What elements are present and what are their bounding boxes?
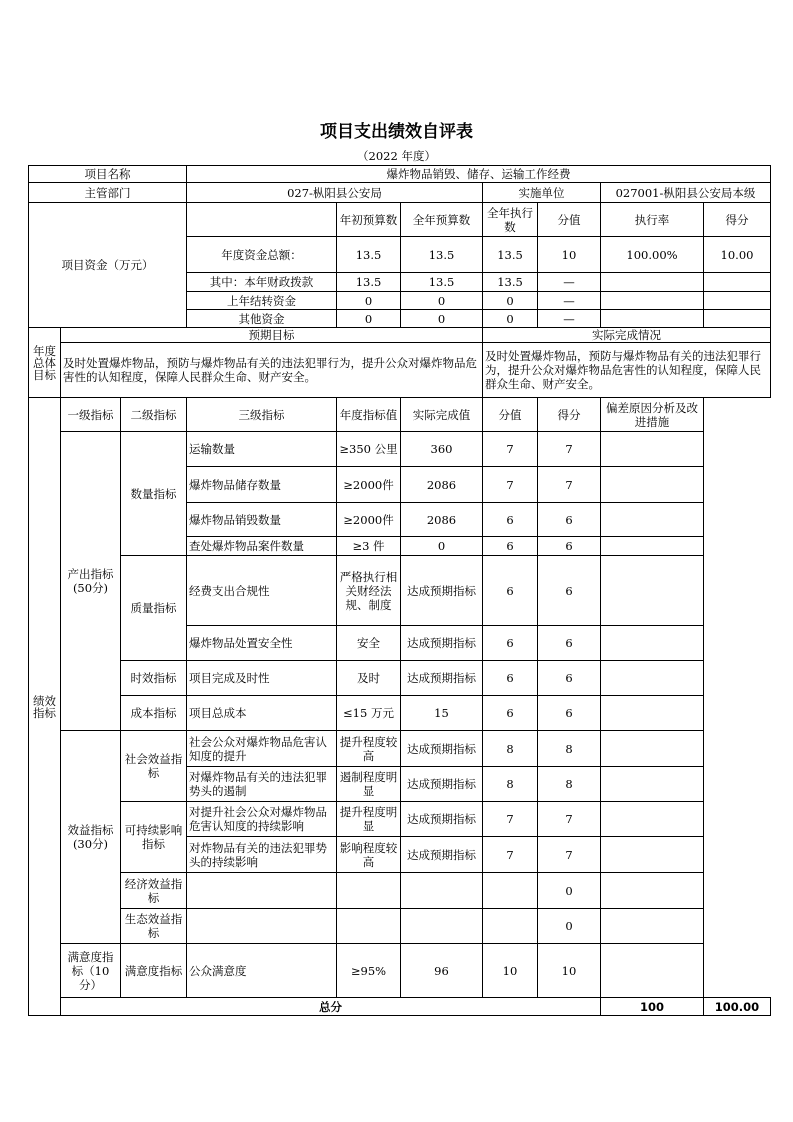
indicator-actual: 达成预期指标 [401,802,483,837]
indicator-deviation [601,467,704,503]
indicator-name: 公众满意度 [187,944,337,998]
funds-cell: 13.5 [337,273,401,292]
indicator-name [187,909,337,944]
indicator-name: 爆炸物品储存数量 [187,467,337,503]
indicator-header: 分值 [483,398,538,432]
indicator-name: 社会公众对爆炸物品危害认知度的提升 [187,731,337,767]
indicator-actual: 达成预期指标 [401,626,483,661]
funds-label: 项目资金（万元） [29,203,187,328]
indicator-score-value: 7 [483,802,538,837]
indicator-score: 7 [538,802,601,837]
indicator-name: 对炸物品有关的违法犯罪势头的持续影响 [187,837,337,873]
group-satisfaction: 满意度指标（10 分） [61,944,121,998]
sub-ecology: 生态效益指标 [121,909,187,944]
funds-header: 执行率 [601,203,704,237]
indicator-deviation [601,731,704,767]
impl-value: 027001-枞阳县公安局本级 [601,183,771,203]
funds-cell: — [538,310,601,328]
indicator-actual [401,909,483,944]
indicator-deviation [601,909,704,944]
indicator-header: 一级指标 [61,398,121,432]
dept-value: 027-枞阳县公安局 [187,183,483,203]
indicator-name: 对爆炸物品有关的违法犯罪势头的遏制 [187,767,337,802]
funds-cell: 10 [538,237,601,273]
sub-economic: 经济效益指标 [121,873,187,909]
indicator-deviation [601,661,704,696]
indicator-target [337,873,401,909]
indicator-score: 6 [538,696,601,731]
actual-result-label: 实际完成情况 [483,328,771,343]
indicator-score-value: 6 [483,537,538,556]
indicator-target: 影响程度较高 [337,837,401,873]
indicator-deviation [601,802,704,837]
indicator-score-value: 6 [483,626,538,661]
indicator-score-value: 7 [483,467,538,503]
indicator-actual: 0 [401,537,483,556]
indicator-score: 8 [538,731,601,767]
indicator-score: 6 [538,626,601,661]
page-title: 项目支出绩效自评表 [320,122,473,142]
indicator-score: 7 [538,432,601,467]
indicator-deviation [601,944,704,998]
indicator-target: 严格执行相关财经法规、制度 [337,556,401,626]
indicator-name: 项目总成本 [187,696,337,731]
funds-cell [601,273,704,292]
group-output: 产出指标(50分) [61,432,121,731]
indicator-score: 8 [538,767,601,802]
dept-label: 主管部门 [29,183,187,203]
indicator-name: 经费支出合规性 [187,556,337,626]
indicator-header: 二级指标 [121,398,187,432]
indicator-target: 提升程度明显 [337,802,401,837]
indicator-score-value [483,909,538,944]
indicator-deviation [601,696,704,731]
funds-row-name: 年度资金总额： [187,237,337,273]
funds-header: 全年预算数 [401,203,483,237]
indicator-target: ≥95% [337,944,401,998]
indicator-actual: 360 [401,432,483,467]
indicator-deviation [601,537,704,556]
indicator-score: 6 [538,503,601,537]
funds-cell: 0 [337,310,401,328]
funds-cell: 100.00% [601,237,704,273]
indicator-actual: 2086 [401,467,483,503]
indicator-score-value: 6 [483,696,538,731]
indicator-name: 运输数量 [187,432,337,467]
indicator-score: 0 [538,909,601,944]
funds-row-name: 其中：本年财政拨款 [187,273,337,292]
funds-cell: 13.5 [401,237,483,273]
indicator-actual: 达成预期指标 [401,556,483,626]
evaluation-table [28,165,771,1016]
funds-cell [704,310,771,328]
funds-cell: 13.5 [483,237,538,273]
indicator-score: 6 [538,556,601,626]
indicator-actual: 15 [401,696,483,731]
funds-cell: — [538,292,601,310]
indicator-score-value [483,873,538,909]
indicator-score-value: 7 [483,432,538,467]
indicator-target: 提升程度较高 [337,731,401,767]
funds-cell [704,273,771,292]
funds-header: 全年执行数 [483,203,538,237]
sub-sustain: 可持续影响指标 [121,802,187,873]
sub-social: 社会效益指标 [121,731,187,802]
sub-cost: 成本指标 [121,696,187,731]
indicator-actual: 达成预期指标 [401,661,483,696]
indicator-score-value: 6 [483,556,538,626]
indicator-deviation [601,626,704,661]
funds-row-name: 其他资金 [187,310,337,328]
indicator-deviation [601,556,704,626]
funds-header: 年初预算数 [337,203,401,237]
funds-header: 分值 [538,203,601,237]
indicator-target: 及时 [337,661,401,696]
indicator-target: ≥3 件 [337,537,401,556]
funds-header: 得分 [704,203,771,237]
indicator-deviation [601,837,704,873]
total-label: 总分 [61,998,601,1016]
funds-cell: 0 [401,310,483,328]
indicator-header: 偏差原因分析及改进措施 [601,398,704,432]
group-benefit: 效益指标(30分) [61,731,121,944]
indicator-score: 0 [538,873,601,909]
funds-cell: 13.5 [401,273,483,292]
indicator-actual: 达成预期指标 [401,837,483,873]
funds-cell [601,310,704,328]
indicator-target: 安全 [337,626,401,661]
indicator-actual: 96 [401,944,483,998]
indicator-score: 7 [538,467,601,503]
actual-result-text: 及时处置爆炸物品，预防与爆炸物品有关的违法犯罪行为，提升公众对爆炸物品危害性的认知程度，保障人民群众生命、财产安全。 [483,343,771,398]
funds-cell [704,292,771,310]
indicator-deviation [601,767,704,802]
funds-cell: 13.5 [483,273,538,292]
indicator-name: 爆炸物品销毁数量 [187,503,337,537]
indicator-deviation [601,503,704,537]
indicator-deviation [601,432,704,467]
indicator-name: 项目完成及时性 [187,661,337,696]
funds-cell: 0 [401,292,483,310]
indicator-header: 实际完成值 [401,398,483,432]
funds-cell: 13.5 [337,237,401,273]
indicator-target: ≥2000件 [337,467,401,503]
indicator-score-value: 7 [483,837,538,873]
project-name: 爆炸物品销毁、储存、运输工作经费 [187,166,771,183]
expected-goal-label: 预期目标 [61,328,483,343]
indicator-target: ≤15 万元 [337,696,401,731]
indicator-target: ≥350 公里 [337,432,401,467]
indicator-target: 遏制程度明显 [337,767,401,802]
indicator-actual [401,873,483,909]
indicators-side-label: 绩效指标 [29,398,61,1016]
indicator-target: ≥2000件 [337,503,401,537]
indicator-score: 6 [538,661,601,696]
funds-cell: 0 [483,292,538,310]
indicator-header: 三级指标 [187,398,337,432]
indicator-score: 10 [538,944,601,998]
indicator-actual: 2086 [401,503,483,537]
indicator-deviation [601,873,704,909]
sub-timeliness: 时效指标 [121,661,187,696]
total-score: 100.00 [704,998,771,1016]
indicator-actual: 达成预期指标 [401,767,483,802]
indicator-score-value: 8 [483,767,538,802]
total-score-value: 100 [601,998,704,1016]
indicator-name: 查处爆炸物品案件数量 [187,537,337,556]
funds-cell: 0 [483,310,538,328]
sub-quality: 质量指标 [121,556,187,661]
funds-header-blank [187,203,337,237]
funds-cell [601,292,704,310]
page-subtitle: （2022 年度） [357,149,436,163]
indicator-score: 6 [538,537,601,556]
indicator-score: 7 [538,837,601,873]
funds-cell: 10.00 [704,237,771,273]
indicator-target [337,909,401,944]
indicator-actual: 达成预期指标 [401,731,483,767]
indicator-name [187,873,337,909]
funds-cell: 0 [337,292,401,310]
goals-side-label: 年度总体目标 [29,328,61,398]
sub-quantity: 数量指标 [121,432,187,556]
expected-goal-text: 及时处置爆炸物品，预防与爆炸物品有关的违法犯罪行为，提升公众对爆炸物品危害性的认知程度，保障人民群众生命、财产安全。 [61,343,483,398]
indicator-score-value: 10 [483,944,538,998]
indicator-name: 爆炸物品处置安全性 [187,626,337,661]
indicator-score-value: 6 [483,503,538,537]
indicator-header: 得分 [538,398,601,432]
indicator-name: 对提升社会公众对爆炸物品危害认知度的持续影响 [187,802,337,837]
impl-label: 实施单位 [483,183,601,203]
indicator-score-value: 8 [483,731,538,767]
indicator-score-value: 6 [483,661,538,696]
indicator-header: 年度指标值 [337,398,401,432]
funds-row-name: 上年结转资金 [187,292,337,310]
sub-satisfaction: 满意度指标 [121,944,187,998]
project-name-label: 项目名称 [29,166,187,183]
funds-cell: — [538,273,601,292]
